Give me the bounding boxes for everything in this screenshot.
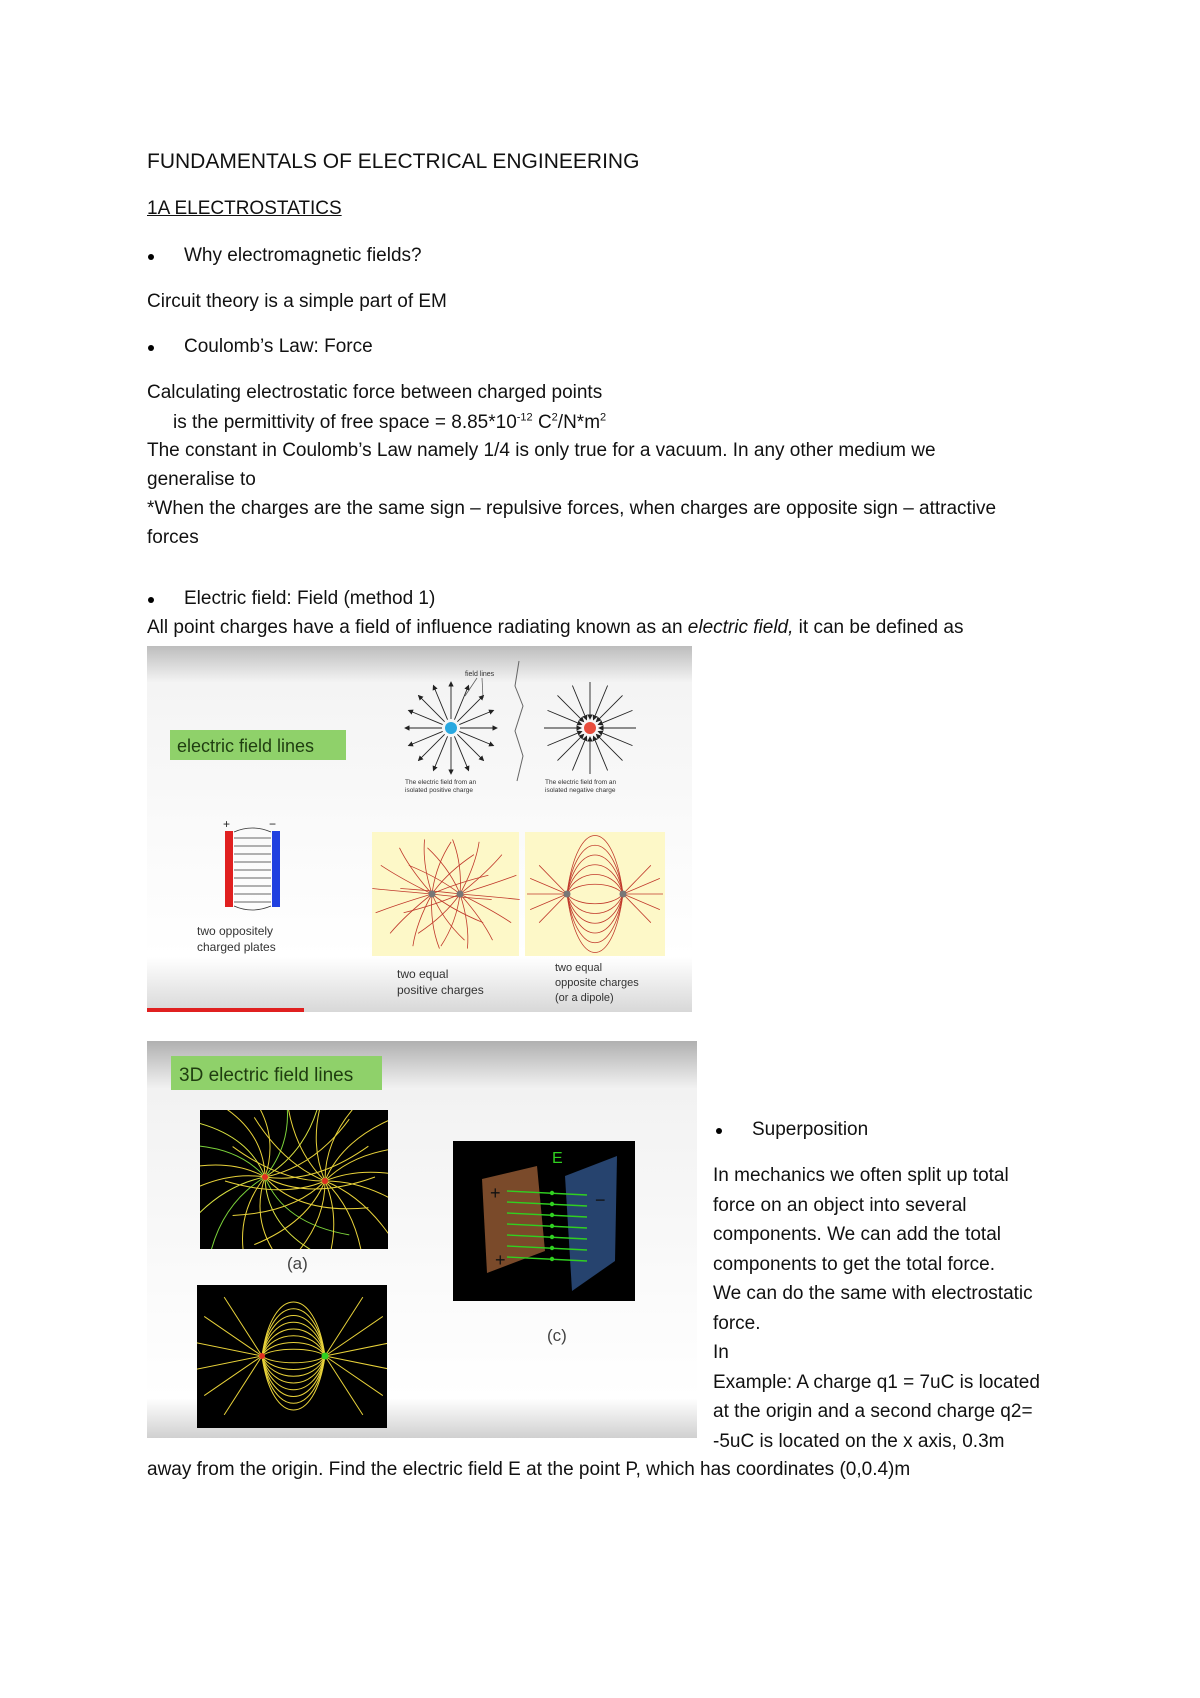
paragraph-circuit-theory: Circuit theory is a simple part of EM [147,291,447,312]
dipole-caption-2: opposite charges [555,977,639,989]
figure-3d-field-lines [147,1041,697,1438]
superposition-line: force on an object into several [713,1194,967,1216]
negative-charge [584,722,596,734]
bullet-marker [148,597,154,603]
figure1-heading: electric field lines [177,736,315,756]
document-title: FUNDAMENTALS OF ELECTRICAL ENGINEERING [147,150,640,173]
equal-caption-2: positive charges [397,983,484,997]
superposition-line: at the origin and a second charge q2= [713,1401,1033,1422]
figure2-heading: 3D electric field lines [179,1065,354,1086]
3d-field-diagram [147,1041,697,1438]
plates-caption-1: two oppositely [197,924,274,938]
neg-caption-2: isolated negative charge [545,787,616,794]
electric-field-diagram [147,646,692,1012]
positive-plate [225,831,233,907]
bullet-coulomb: Coulomb’s Law: Force [184,336,373,357]
bullet-marker [716,1128,722,1134]
superposition-line: Example: A charge q1 = 7uC is located [713,1371,1040,1393]
negative-plate [272,831,280,907]
e-field-label: E [552,1150,563,1167]
superposition-line: components to get the total force. [713,1253,996,1275]
bullet-marker [148,345,154,351]
superposition-line: components. We can add the total [713,1224,1001,1245]
section-heading: 1A ELECTROSTATICS [147,198,342,219]
bullet-superposition: Superposition [752,1119,869,1140]
label-c: (c) [547,1326,567,1345]
positive-charge [445,722,457,734]
label-a: (a) [287,1254,308,1273]
plate-minus-3d: − [595,1190,606,1210]
paragraph-point-charges: All point charges have a field of influence radiating known as an electric field, it can be defined as [147,617,964,638]
superposition-line: In [713,1342,729,1363]
plate-plus-sign: + [223,817,231,831]
dipole-caption-1: two equal [555,962,603,974]
bullet-why-em: Why electromagnetic fields? [184,245,422,266]
paragraph-constant-line2: generalise to [147,469,256,490]
plate-plus-2: + [495,1250,506,1270]
plate-minus-sign: − [269,817,277,831]
paragraph-permittivity: is the permittivity of free space = $8.85*10^{-12}$ $C^2/N*m^2$ [173,411,607,433]
figure-electric-field-lines [147,646,692,1012]
field-lines-label: field lines [465,671,495,678]
pos-caption-1: The electric field from an [405,779,477,786]
plates-caption-2: charged plates [197,940,276,954]
paragraph-sign-line2: forces [147,527,199,548]
dipole-caption-3: (or a dipole) [555,992,614,1004]
pos-caption-2: isolated positive charge [405,787,473,794]
superposition-line: We can do the same with electrostatic [713,1283,1033,1304]
neg-caption-1: The electric field from an [545,779,617,786]
panel-b [197,1285,387,1428]
plate-plus-1: + [490,1183,501,1203]
paragraph-calculating: Calculating electrostatic force between charged points [147,382,603,403]
equal-caption-1: two equal [397,967,449,981]
paragraph-constant-line1: The constant in Coulomb’s Law namely 1/4 is only true for a vacuum. In any other medium we [147,440,936,461]
superposition-line: In mechanics we often split up total [713,1165,1009,1186]
superposition-line: -5uC is located on the x axis, 0.3m [713,1430,1005,1452]
bullet-marker [148,254,154,260]
paragraph-final: away from the origin. Find the electric field E at the point P, which has coordinates (0,0.4)m [147,1459,911,1480]
paragraph-sign-line1: *When the charges are the same sign – repulsive forces, when charges are opposite sign – attractive [147,498,997,519]
superposition-line: force. [713,1312,761,1334]
bullet-electric-field: Electric field: Field (method 1) [184,588,436,609]
